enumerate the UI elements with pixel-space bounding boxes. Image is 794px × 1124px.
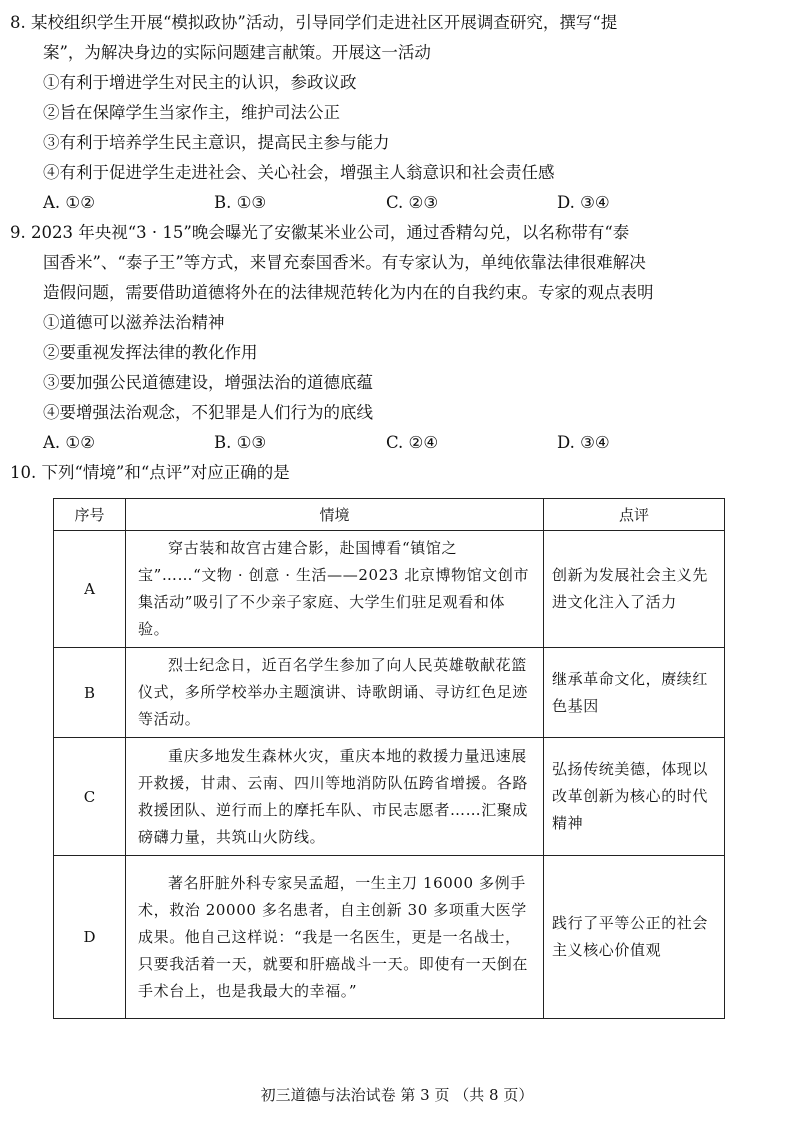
situation-text: 穿古装和故宫古建合影，赴国博看“镇馆之宝”……“文物 · 创意 · 生活——2023 北京博物馆文创市集活动”吸引了不少亲子家庭、大学生们驻足观看和体验。 bbox=[138, 539, 530, 638]
row-comment: 继承革命文化，赓续红色基因 bbox=[544, 648, 725, 738]
question-10-stem: 10. 下列“情境”和“点评”对应正确的是 bbox=[10, 463, 290, 482]
row-seq: C bbox=[54, 738, 126, 856]
question-8-statement: ③有利于培养学生民主意识，提高民主参与能力 bbox=[43, 133, 390, 152]
table-row bbox=[54, 648, 725, 738]
option-a: A. ①② bbox=[43, 433, 95, 452]
situation-text: 重庆多地发生森林火灾，重庆本地的救援力量迅速展开救援，甘肃、云南、四川等地消防队伍跨省增援。各路救援团队、逆行而上的摩托车队、市民志愿者……汇聚成磅礴力量，共筑山火防线。 bbox=[138, 746, 529, 846]
table-header-row bbox=[54, 499, 725, 531]
question-8-statement: ①有利于增进学生对民主的认识，参政议政 bbox=[43, 73, 357, 92]
option-b: B. ①③ bbox=[214, 193, 267, 212]
option-c: C. ②③ bbox=[386, 193, 439, 212]
row-comment: 创新为发展社会主义先进文化注入了活力 bbox=[544, 531, 725, 648]
row-seq: A bbox=[54, 531, 126, 648]
question-9-line: 造假问题，需要借助道德将外在的法律规范转化为内在的自我约束。专家的观点表明 bbox=[43, 283, 654, 302]
row-comment: 弘扬传统美德，体现以改革创新为核心的时代精神 bbox=[544, 738, 725, 856]
header-comment: 点评 bbox=[544, 499, 725, 531]
option-c: C. ②④ bbox=[386, 433, 439, 452]
question-9-statement: ④要增强法治观念，不犯罪是人们行为的底线 bbox=[43, 403, 373, 422]
question-8-line: 案”，为解决身边的实际问题建言献策。开展这一活动 bbox=[43, 43, 431, 62]
option-b: B. ①③ bbox=[214, 433, 267, 452]
row-situation bbox=[126, 531, 544, 648]
table-row bbox=[54, 856, 725, 1019]
question-9-statement: ②要重视发挥法律的教化作用 bbox=[43, 343, 258, 362]
option-a: A. ①② bbox=[43, 193, 95, 212]
situation-text: 烈士纪念日，近百名学生参加了向人民英雄敬献花篮仪式，多所学校举办主题演讲、诗歌朗诵、寻访红色足迹等活动。 bbox=[138, 656, 529, 728]
situation-text: 著名肝脏外科专家吴孟超，一生主刀 16000 多例手术，救治 20000 多名患者，自主创新 30 多项重大医学成果。他自己这样说：“我是一名医生，更是一名战士，只要我活着一天，就要和肝癌战斗一天。即使有一天倒在手术台上，也是我最大的幸福。” bbox=[138, 873, 529, 1000]
question-10-table bbox=[53, 498, 725, 1019]
question-8-statement: ④有利于促进学生走进社会、关心社会，增强主人翁意识和社会责任感 bbox=[43, 163, 555, 182]
row-comment: 践行了平等公正的社会主义核心价值观 bbox=[544, 856, 725, 1019]
question-9-statement: ③要加强公民道德建设，增强法治的道德底蕴 bbox=[43, 373, 373, 392]
question-9-line: 9. 2023 年央视“3 · 15”晚会曝光了安徽某米业公司，通过香精勾兑，以名称带有“泰 bbox=[10, 223, 630, 242]
option-d: D. ③④ bbox=[557, 433, 610, 452]
question-9-statement: ①道德可以滋养法治精神 bbox=[43, 313, 225, 332]
header-situation: 情境 bbox=[126, 499, 544, 531]
question-9-line: 国香米”、“泰子王”等方式，来冒充泰国香米。有专家认为，单纯依靠法律很难解决 bbox=[43, 253, 646, 272]
table-row bbox=[54, 738, 725, 856]
row-seq: B bbox=[54, 648, 126, 738]
row-situation bbox=[126, 738, 544, 856]
row-situation bbox=[126, 856, 544, 1019]
row-seq: D bbox=[54, 856, 126, 1019]
table-row bbox=[54, 531, 725, 648]
question-8-statement: ②旨在保障学生当家作主，维护司法公正 bbox=[43, 103, 340, 122]
question-8-line: 8. 某校组织学生开展“模拟政协”活动，引导同学们走进社区开展调查研究，撰写“提 bbox=[10, 13, 618, 32]
option-d: D. ③④ bbox=[557, 193, 610, 212]
row-situation bbox=[126, 648, 544, 738]
header-seq: 序号 bbox=[54, 499, 126, 531]
page-footer: 初三道德与法治试卷 第 3 页 （共 8 页） bbox=[260, 1086, 534, 1104]
